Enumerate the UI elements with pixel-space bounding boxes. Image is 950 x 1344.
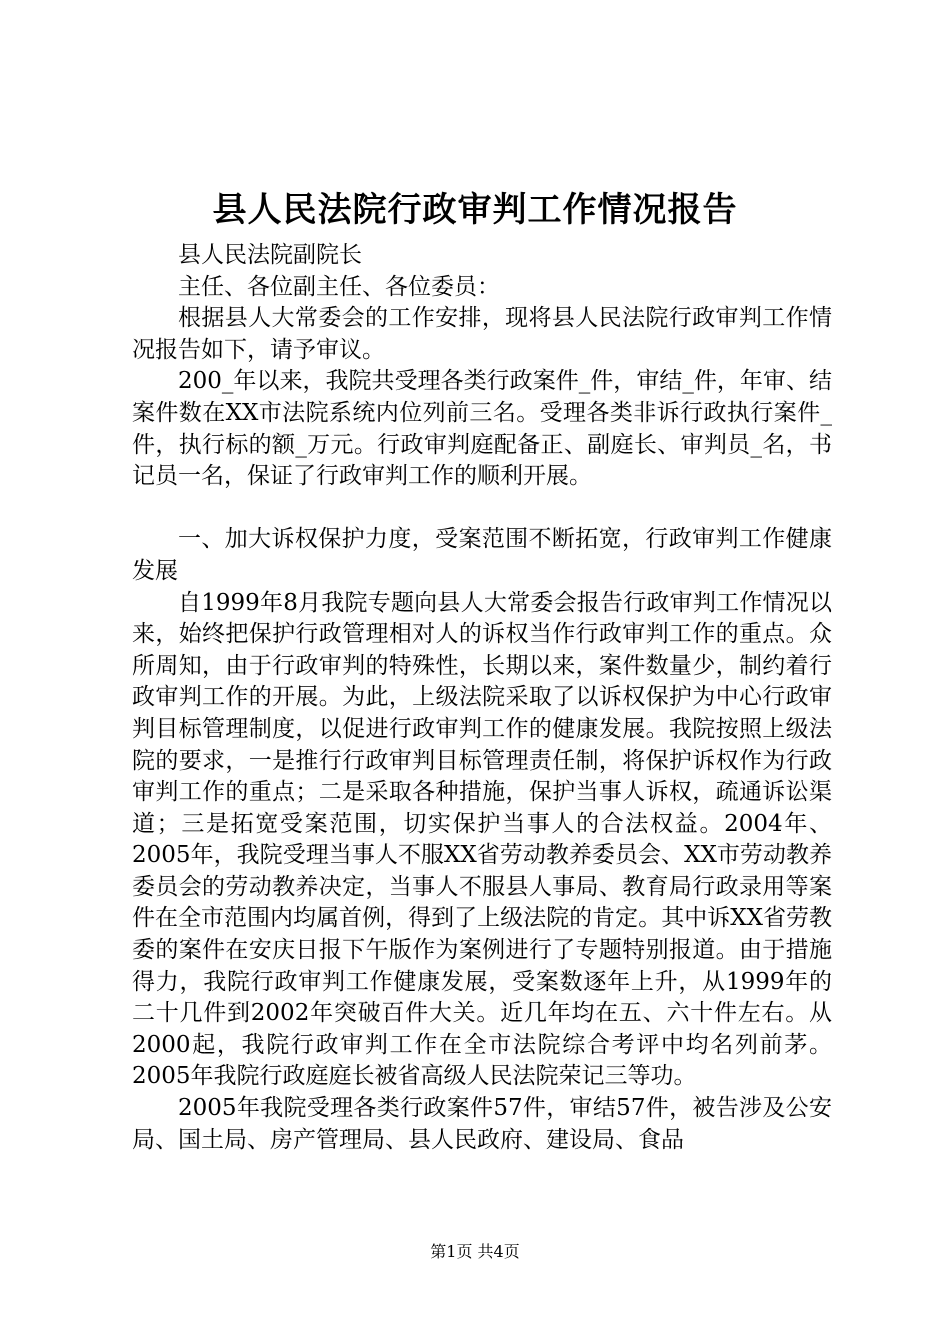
body-paragraph: 根据县人大常委会的工作安排，现将县人民法院行政审判工作情况报告如下，请予审议。 <box>132 305 832 363</box>
page-number: 第1页 共4页 <box>430 1242 520 1261</box>
body-paragraph: 2005年我院受理各类行政案件57件，审结57件，被告涉及公安局、国土局、房产管理局、县人民政府、建设局、食品 <box>132 1095 832 1153</box>
salutation: 主任、各位副主任、各位委员： <box>178 273 500 300</box>
body-paragraph: 200_年以来，我院共受理各类行政案件_件，审结_件，年审、结案件数在XX市法院系统内位列前三名。受理各类非诉行政执行案件_件，执行标的额_万元。行政审判庭配备正、副庭长、审判员_名，书记员一名，保证了行政审判工作的顺利开展。 <box>132 368 832 490</box>
section-heading: 一、加大诉权保护力度，受案范围不断拓宽，行政审判工作健康发展 <box>132 526 832 584</box>
body-paragraph: 自1999年8月我院专题向县人大常委会报告行政审判工作情况以来，始终把保护行政管理相对人的诉权当作行政审判工作的重点。众所周知，由于行政审判的特殊性，长期以来，案件数量少，制约着行政审判工作的开展。为此，上级法院采取了以诉权保护为中心行政审判目标管理制度，以促进行政审判工作的健康发展。我院按照上级法院的要求，一是推行行政审判目标管理责任制，将保护诉权作为行政审判工作的重点；二是采取各种措施，保护当事人诉权，疏通诉讼渠道；三是拓宽受案范围，切实保护当事人的合法权益。2004年、2005年，我院受理当事人不服XX省劳动教养委员会、XX市劳动教养委员会的劳动教养决定，当事人不服县人事局、教育局行政录用等案件在全市范围内均属首例，得到了上级法院的肯定。其中诉XX省劳教委的案件在安庆日报下午版作为案例进行了专题特别报道。由于措施得力，我院行政审判工作健康发展，受案数逐年上升，从1999年的二十几件到2002年突破百件大关。近几年均在五、六十件左右。从2000起，我院行政审判工作在全市法院综合考评中均名列前茅。2005年我院行政庭庭长被省高级人民法院荣记三等功。 <box>132 589 832 1090</box>
author-line: 县人民法院副院长 <box>178 242 362 268</box>
document-body <box>132 240 832 1156</box>
document-title: 县人民法院行政审判工作情况报告 <box>212 190 738 230</box>
